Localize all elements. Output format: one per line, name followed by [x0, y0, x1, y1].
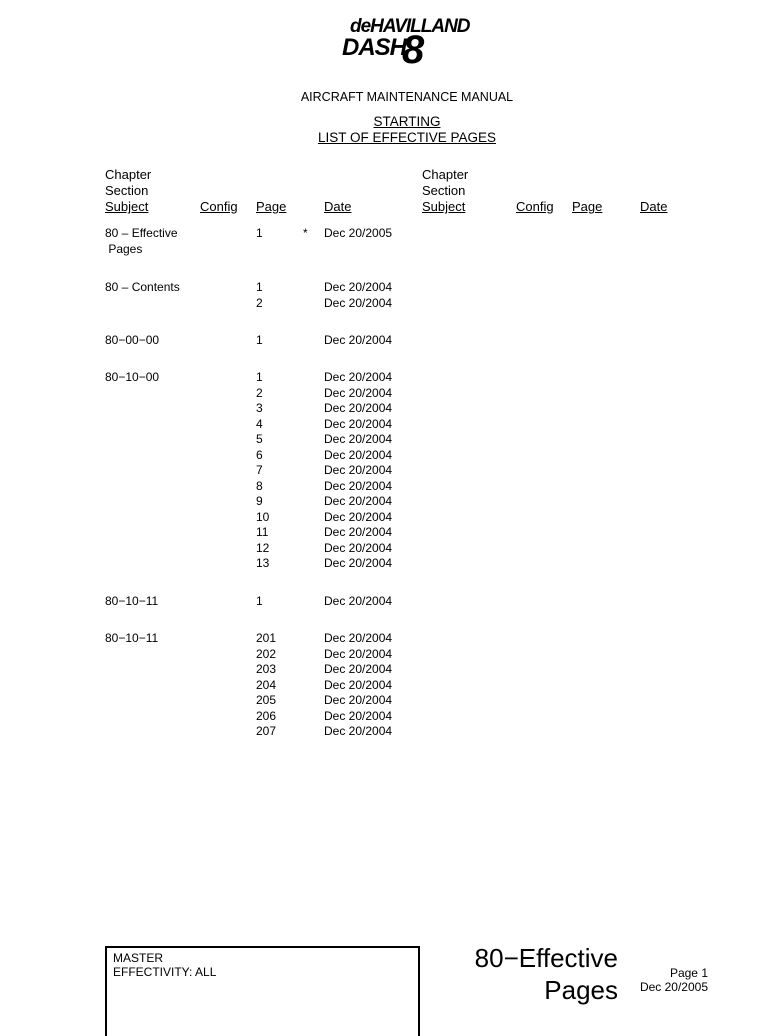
entry-date: Dec 20/2004	[324, 594, 393, 608]
entry-date: Dec 20/2004	[324, 677, 393, 692]
entry-date: Dec 20/2004	[324, 646, 393, 661]
entry-page: 13	[256, 556, 270, 570]
entry-subject: 80−00−00	[105, 333, 160, 347]
right-header-subject	[422, 167, 468, 215]
change-marker: *	[303, 226, 308, 240]
entry-subject: 80 – Effective Pages	[105, 226, 178, 256]
footer-chapter-title	[428, 942, 618, 1006]
header-section: Section	[105, 183, 149, 198]
entry-date: Dec 20/2004	[324, 370, 393, 384]
entry-page: 6	[256, 447, 263, 462]
entry-page: 9	[256, 494, 263, 508]
entry-date: Dec 20/2004	[324, 280, 393, 294]
left-header-date: Date	[324, 199, 352, 214]
entry-date: Dec 20/2004	[324, 401, 393, 415]
entry-page: 203	[256, 662, 277, 676]
entry-page: 3	[256, 401, 263, 415]
master-label: MASTER	[113, 951, 164, 965]
entry-date: Dec 20/2004	[324, 556, 393, 570]
entry-date: Dec 20/2005	[324, 226, 393, 240]
entry-date: Dec 20/2004	[324, 662, 393, 676]
left-header-page: Page	[256, 199, 287, 214]
header-chapter: Chapter	[105, 167, 152, 182]
entry-date: Dec 20/2004	[324, 295, 393, 310]
entry-subject: 80 – Contents	[105, 280, 180, 294]
logo-dash-8: 8	[402, 28, 425, 72]
entry-date: Dec 20/2004	[324, 708, 393, 723]
entry-page: 205	[256, 693, 277, 707]
entry-page: 5	[256, 432, 263, 446]
entry-page: 11	[256, 525, 269, 539]
entry-date: Dec 20/2004	[324, 631, 393, 645]
entry-date: Dec 20/2004	[324, 693, 393, 707]
entry-page: 12	[256, 540, 270, 555]
effectivity-label: EFFECTIVITY: ALL	[113, 965, 217, 979]
entry-subject: 80−10−11	[105, 631, 159, 645]
entry-date: Dec 20/2004	[324, 447, 393, 462]
entry-page: 1	[256, 333, 263, 347]
entry-page: 2	[256, 385, 263, 400]
header-chapter: Chapter	[422, 167, 469, 182]
entry-page: 7	[256, 463, 263, 477]
footer-chapter-title-line2: Pages	[544, 975, 618, 1005]
entry-page: 1	[256, 226, 263, 240]
right-header-date: Date	[640, 199, 668, 214]
logo-dash: DASH	[342, 34, 407, 61]
header-section: Section	[422, 183, 466, 198]
left-header-config: Config	[200, 199, 238, 214]
entry-page: 10	[256, 509, 270, 524]
entry-date: Dec 20/2004	[324, 724, 393, 738]
entry-date: Dec 20/2004	[324, 432, 393, 446]
effectivity-text	[113, 951, 216, 979]
entry-page: 206	[256, 708, 277, 723]
entry-page: 8	[256, 478, 263, 493]
entry-subject: 80−10−11	[105, 594, 159, 608]
entry-page: 2	[256, 295, 263, 310]
footer-chapter-title-line1: 80−Effective	[474, 943, 618, 973]
header-subject: Subject	[422, 199, 466, 214]
entry-date: Dec 20/2004	[324, 385, 393, 400]
footer-page-info	[620, 966, 708, 994]
entry-page: 204	[256, 677, 277, 692]
entry-date: Dec 20/2004	[324, 478, 393, 493]
entry-page: 202	[256, 646, 277, 661]
left-header-subject	[105, 167, 151, 215]
header-subject: Subject	[105, 199, 149, 214]
entry-date: Dec 20/2004	[324, 416, 393, 431]
entry-date: Dec 20/2004	[324, 494, 393, 508]
footer-page-date: Dec 20/2005	[639, 980, 708, 994]
doc-title-line1: STARTING	[373, 114, 441, 129]
entry-page: 207	[256, 724, 277, 738]
entry-page: 1	[256, 594, 263, 608]
right-header-config: Config	[516, 199, 554, 214]
entry-page: 4	[256, 416, 263, 431]
entry-date: Dec 20/2004	[324, 509, 393, 524]
entry-subject: 80−10−00	[105, 370, 160, 384]
footer-page-number: Page 1	[669, 966, 708, 980]
entry-date: Dec 20/2004	[324, 333, 393, 347]
entry-date: Dec 20/2004	[324, 463, 393, 477]
logo-dehavilland: deHAVILLAND	[350, 16, 470, 37]
entry-page: 1	[256, 370, 263, 384]
right-header-page: Page	[572, 199, 603, 214]
entry-page: 201	[256, 631, 277, 645]
entry-date: Dec 20/2004	[324, 540, 393, 555]
entry-date: Dec 20/2004	[324, 525, 393, 539]
doc-title-line2: LIST OF EFFECTIVE PAGES	[317, 130, 497, 145]
manual-title: AIRCRAFT MAINTENANCE MANUAL	[300, 90, 514, 104]
entry-page: 1	[256, 280, 263, 294]
